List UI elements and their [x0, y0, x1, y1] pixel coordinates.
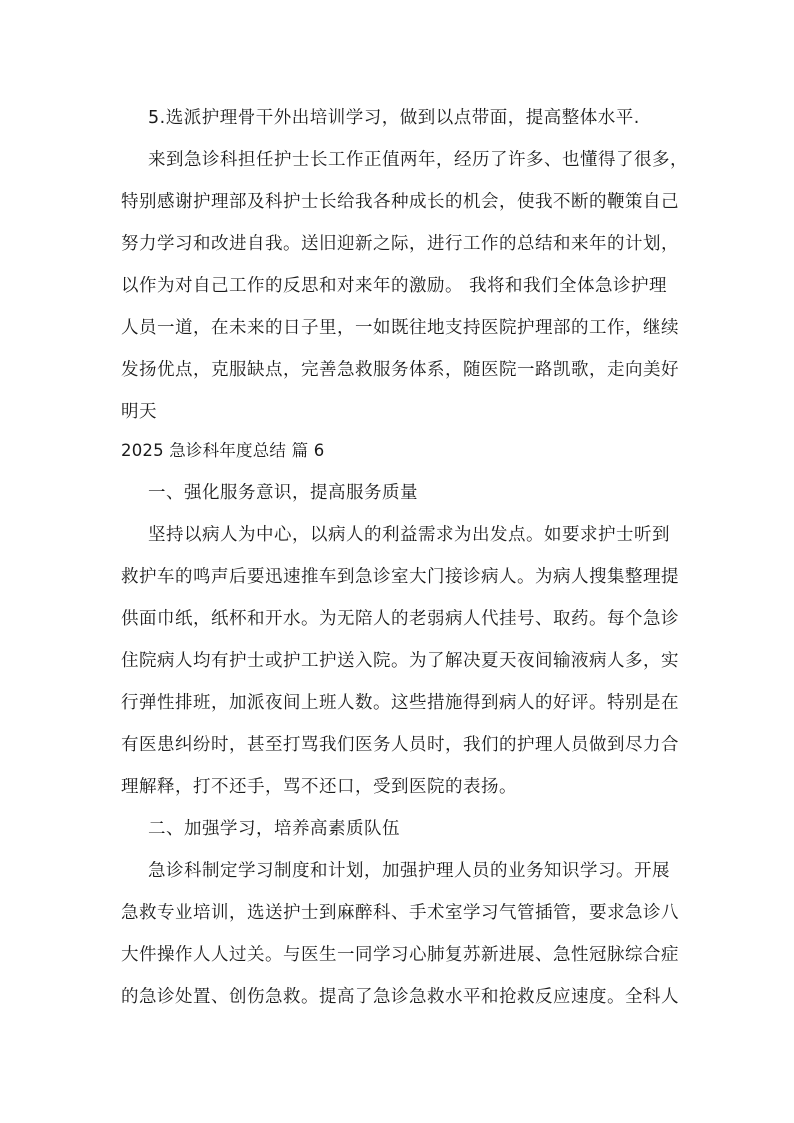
- paragraph-line: 5.选派护理骨干外出培训学习，做到以点带面，提高整体水平.: [148, 108, 640, 128]
- paragraph-line: 供面巾纸，纸杯和开水。为无陪人的老弱病人代挂号、取药。每个急诊: [121, 609, 679, 629]
- paragraph-line: 明天: [121, 402, 157, 422]
- paragraph-line: 以作为对自己工作的反思和对来年的激励。 我将和我们全体急诊护理: [121, 276, 668, 296]
- subsection-title: 一、强化服务意识，提高服务质量: [148, 483, 418, 503]
- paragraph-line: 坚持以病人为中心，以病人的利益需求为出发点。如要求护士听到: [148, 525, 670, 545]
- paragraph-line: 住院病人均有护士或护工护送入院。为了解决夏天夜间输液病人多，实: [121, 651, 679, 671]
- paragraph-line: 特别感谢护理部及科护士长给我各种成长的机会，使我不断的鞭策自己: [121, 192, 679, 212]
- paragraph-line: 大件操作人人过关。与医生一同学习心肺复苏新进展、急性冠脉综合症: [121, 945, 679, 965]
- paragraph-line: 行弹性排班，加派夜间上班人数。这些措施得到病人的好评。特别是在: [121, 693, 679, 713]
- paragraph-line: 有医患纠纷时，甚至打骂我们医务人员时，我们的护理人员做到尽力合: [121, 735, 679, 755]
- paragraph-line: 的急诊处置、创伤急救。提高了急诊急救水平和抢救反应速度。全科人: [121, 987, 679, 1007]
- paragraph-line: 救护车的鸣声后要迅速推车到急诊室大门接诊病人。为病人搜集整理提: [121, 567, 679, 587]
- paragraph-line: 发扬优点，克服缺点，完善急救服务体系，随医院一路凯歌，走向美好: [121, 360, 679, 380]
- paragraph-line: 来到急诊科担任护士长工作正值两年，经历了许多、也懂得了很多，: [148, 150, 688, 170]
- paragraph-line: 人员一道，在未来的日子里，一如既往地支持医院护理部的工作，继续: [121, 318, 679, 338]
- paragraph-line: 急救专业培训，选送护士到麻醉科、手术室学习气管插管，要求急诊八: [121, 903, 679, 923]
- subsection-title: 二、加强学习，培养高素质队伍: [148, 819, 400, 839]
- paragraph-line: 努力学习和改进自我。送旧迎新之际，进行工作的总结和来年的计划，: [121, 234, 679, 254]
- paragraph-line: 急诊科制定学习制度和计划，加强护理人员的业务知识学习。开展: [148, 861, 670, 881]
- section-heading: 2025 急诊科年度总结 篇 6: [121, 441, 325, 460]
- paragraph-line: 理解释，打不还手，骂不还口，受到医院的表扬。: [121, 777, 517, 797]
